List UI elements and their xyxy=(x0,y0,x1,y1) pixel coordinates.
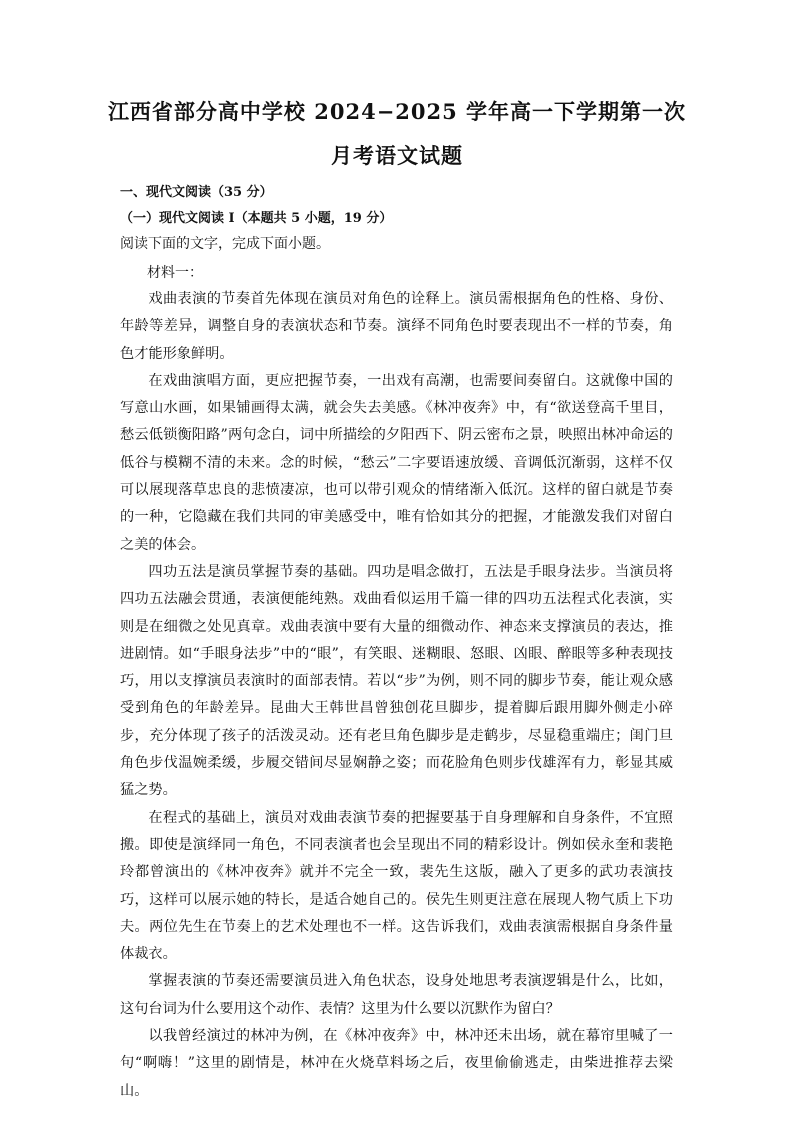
document-title-line-1: 江西省部分高中学校 2024−2025 学年高一下学期第一次 xyxy=(107,99,687,124)
passage-body xyxy=(120,286,673,1105)
subsection-heading: （一）现代文阅读 I（本题共 5 小题，19 分） xyxy=(120,211,393,226)
reading-instruction: 阅读下面的文字，完成下面小题。 xyxy=(120,236,330,252)
paragraph: 在程式的基础上，演员对戏曲表演节奏的把握要基于自身理解和自身条件，不宜照搬。即使是演绎同一角色，不同表演者也会呈现出不同的精彩设计。例如侯永奎和裴艳玲都曾演出的《林冲夜奔》就并不完全一致，裴先生这版，融入了更多的武功表演技巧，这样可以展示她的特长，是适合她自己的。侯先生则更注意在展现人物气质上下功夫。两位先生在节奏上的艺术处理也不一样。这告诉我们，戏曲表演需根据自身条件量体裁衣。 xyxy=(120,809,673,963)
material-label: 材料一： xyxy=(147,265,203,281)
paragraph: 四功五法是演员掌握节奏的基础。四功是唱念做打，五法是手眼身法步。当演员将四功五法融会贯通，表演便能纯熟。戏曲看似运用千篇一律的四功五法程式化表演，实则是在细微之处见真章。戏曲表演中要有大量的细微动作、神态来支撑演员的表达，推进剧情。如“手眼身法步”中的“眼”，有笑眼、迷糊眼、怒眼、凶眼、醉眼等多种表现技巧，用以支撑演员表演时的面部表情。若以“步”为例，则不同的脚步节奏，能让观众感受到角色的年龄差异。昆曲大王韩世昌曾独创花旦脚步，提着脚后跟用脚外侧走小碎步，充分体现了孩子的活泼灵动。还有老旦角色脚步是走鹤步，尽显稳重端庄；闺门旦角色步伐温婉柔缓，步履交错间尽显娴静之姿；而花脸角色则步伐雄浑有力，彰显其威猛之势。 xyxy=(120,563,673,799)
paragraph: 在戏曲演唱方面，更应把握节奏，一出戏有高潮，也需要间奏留白。这就像中国的写意山水画，如果铺画得太满，就会失去美感。《林冲夜奔》中，有“欲送登高千里目，愁云低锁衡阳路”两句念白，词中所描绘的夕阳西下、阴云密布之景，映照出林冲命运的低谷与模糊不清的未来。念的时候，“愁云”二字要语速放缓、音调低沉渐弱，这样不仅可以展现落草忠良的悲愤凄凉，也可以带引观众的情绪渐入低沉。这样的留白就是节奏的一种，它隐藏在我们共同的审美感受中，唯有恰如其分的把握，才能激发我们对留白之美的体会。 xyxy=(120,372,673,553)
document-title-line-2: 月考语文试题 xyxy=(331,143,463,168)
paragraph: 以我曾经演过的林冲为例，在《林冲夜奔》中，林冲还未出场，就在幕帘里喊了一句“啊嗨！”这里的剧情是，林冲在火烧草料场之后，夜里偷偷逃走，由柴进推荐去梁山。 xyxy=(120,1028,673,1099)
paragraph: 掌握表演的节奏还需要演员进入角色状态，设身处地思考表演逻辑是什么，比如，这句台词为什么要用这个动作、表情？这里为什么要以沉默作为留白？ xyxy=(120,973,673,1017)
section-heading: 一、现代文阅读（35 分） xyxy=(120,185,273,200)
paragraph: 戏曲表演的节奏首先体现在演员对角色的诠释上。演员需根据角色的性格、身份、年龄等差异，调整自身的表演状态和节奏。演绎不同角色时要表现出不一样的节奏，角色才能形象鲜明。 xyxy=(120,291,673,362)
